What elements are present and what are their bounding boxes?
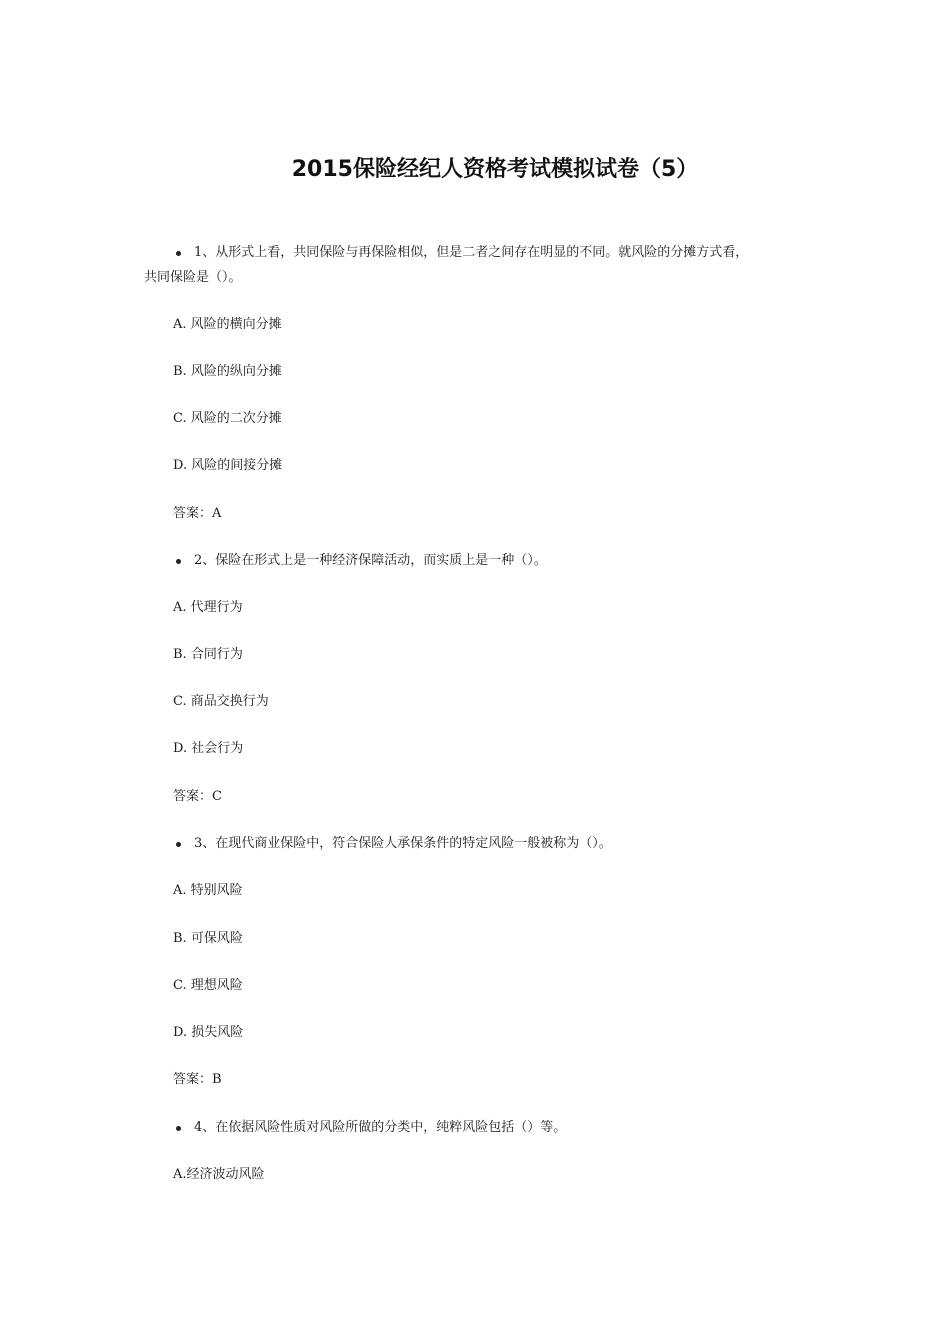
question-stem: 4、在依据风险性质对风险所做的分类中，纯粹风险包括（）等。 xyxy=(194,1120,567,1135)
answer-line: 答案：B xyxy=(173,1072,222,1087)
question-stem: 3、在现代商业保险中，符合保险人承保条件的特定风险一般被称为（）。 xyxy=(194,836,612,851)
option-a: A. 风险的横向分摊 xyxy=(173,317,282,332)
question-stem-continued: 共同保险是（）。 xyxy=(144,270,242,285)
option-a: A. 特别风险 xyxy=(173,883,243,898)
document-title: 2015保险经纪人资格考试模拟试卷（5） xyxy=(291,157,699,182)
bullet-icon xyxy=(176,1126,181,1131)
option-a: A. 代理行为 xyxy=(173,600,243,615)
option-d: D. 风险的间接分摊 xyxy=(173,458,283,473)
option-a: A.经济波动风险 xyxy=(173,1167,265,1182)
option-b: B. 风险的纵向分摊 xyxy=(173,364,282,379)
option-c: C. 理想风险 xyxy=(173,978,243,993)
option-d: D. 损失风险 xyxy=(173,1025,244,1040)
option-c: C. 风险的二次分摊 xyxy=(173,411,282,426)
option-b: B. 可保风险 xyxy=(173,931,243,946)
bullet-icon xyxy=(176,559,181,564)
answer-line: 答案：C xyxy=(173,789,222,804)
bullet-icon xyxy=(176,842,181,847)
question-stem: 1、从形式上看，共同保险与再保险相似，但是二者之间存在明显的不同。就风险的分摊方式看， xyxy=(194,245,749,260)
option-b: B. 合同行为 xyxy=(173,647,243,662)
question-stem: 2、保险在形式上是一种经济保障活动，而实质上是一种（）。 xyxy=(194,553,547,568)
answer-line: 答案：A xyxy=(173,506,222,521)
option-c: C. 商品交换行为 xyxy=(173,694,269,709)
option-d: D. 社会行为 xyxy=(173,741,244,756)
bullet-icon xyxy=(176,251,181,256)
